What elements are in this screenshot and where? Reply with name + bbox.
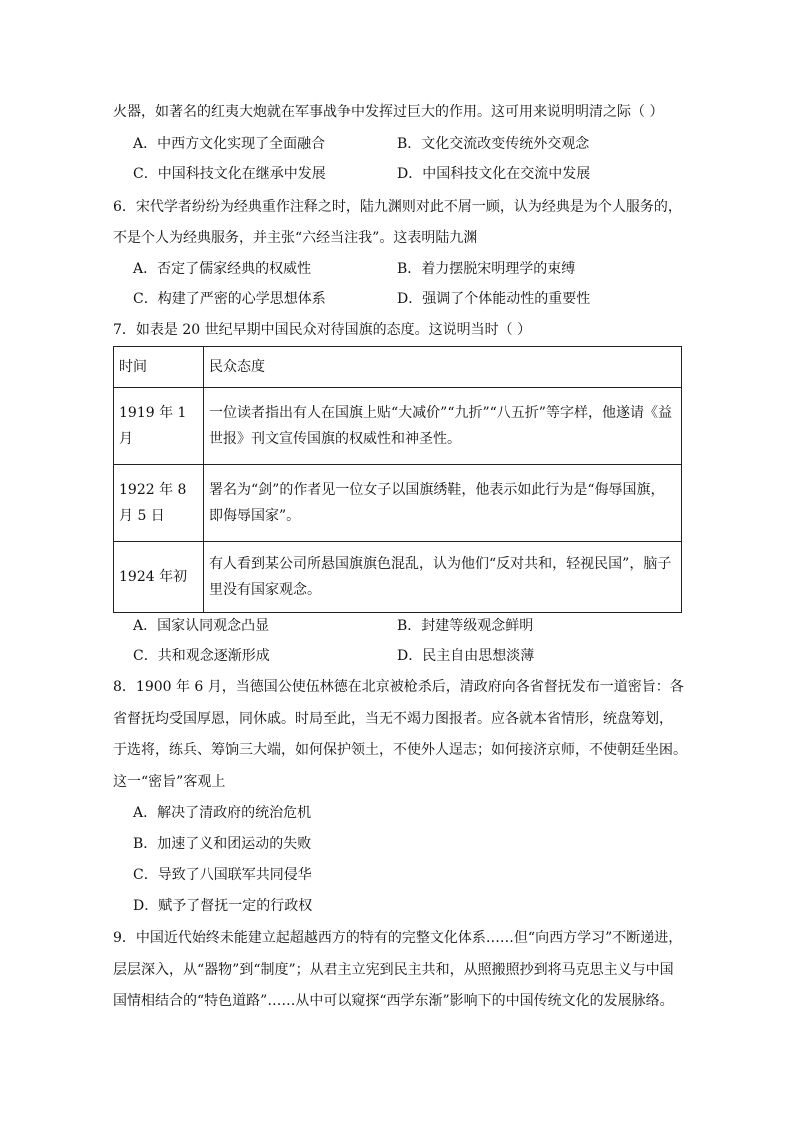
q6-option-d: D．强调了个体能动性的重要性 [397, 291, 591, 307]
table-cell-time: 1924 年初 [114, 542, 204, 613]
q6-option-a: A．否定了儒家经典的权威性 [133, 261, 312, 277]
table-cell-time: 1922 年 8 月 5 日 [114, 465, 204, 542]
q8-option-a: A．解决了清政府的统治危机 [133, 805, 312, 821]
q5-option-c: C．中国科技文化在继承中发展 [133, 166, 326, 182]
table-row [114, 388, 682, 465]
q8-option-b: B．加速了义和团运动的失败 [133, 836, 312, 852]
q7-option-d: D．民主自由思想淡薄 [397, 648, 535, 664]
q8-stem-line-2: 省督抚均受国厚恩，同休戚。时局至此，当无不竭力图报者。应各就本省情形，统盘筹划， [113, 711, 673, 727]
q7-table [113, 346, 682, 613]
q9-stem-line-1: 9．中国近代始终未能建立起超越西方的特有的完整文化体系……但“向西方学习”不断递进， [113, 930, 683, 946]
q7-option-b: B．封建等级观念鲜明 [397, 618, 534, 634]
table-cell-time: 1919 年 1 月 [114, 388, 204, 465]
q8-stem-line-3: 于选将，练兵、筹饷三大端，如何保护领土，不使外人逞志；如何接济京师，不使朝廷坐困。 [113, 742, 687, 758]
q8-option-c: C．导致了八国联军共同侵华 [133, 867, 312, 883]
q9-stem-line-3: 国情相结合的“特色道路”……从中可以窥探“西学东渐”影响下的中国传统文化的发展脉络。 [113, 993, 674, 1009]
q7-option-a: A．国家认同观念凸显 [133, 618, 270, 634]
q5-option-a: A．中西方文化实现了全面融合 [133, 136, 326, 152]
q6-option-c: C．构建了严密的心学思想体系 [133, 291, 326, 307]
table-header-time: 时间 [114, 347, 204, 388]
q6-stem-line-1: 6．宋代学者纷纷为经典重作注释之时，陆九渊则对此不屑一顾，认为经典是为个人服务的， [113, 199, 682, 215]
q8-stem-line-4: 这一“密旨”客观上 [113, 774, 226, 790]
table-row [114, 465, 682, 542]
q5-option-b: B．文化交流改变传统外交观念 [397, 136, 590, 152]
q6-stem-line-2: 不是个人为经典服务，并主张“六经当注我”。这表明陆九渊 [113, 230, 478, 246]
q8-stem-line-1: 8．1900 年 6 月，当德国公使伍林德在北京被枪杀后，清政府向各省督抚发布一道密旨：各 [113, 679, 684, 695]
table-row [114, 542, 682, 613]
q5-stem-tail: 火器，如著名的红夷大炮就在军事战争中发挥过巨大的作用。这可用来说明明清之际（ ） [113, 104, 664, 120]
q6-option-b: B．着力摆脱宋明理学的束缚 [397, 261, 576, 277]
table-cell-attitude: 有人看到某公司所悬国旗旗色混乱，认为他们“反对共和，轻视民国”，脑子里没有国家观念。 [204, 542, 682, 613]
table-header-row [114, 347, 682, 388]
q7-option-c: C．共和观念逐渐形成 [133, 648, 270, 664]
table-cell-attitude: 署名为“剑”的作者见一位女子以国旗绣鞋，他表示如此行为是“侮辱国旗，即侮辱国家”。 [204, 465, 682, 542]
q9-stem-line-2: 层层深入，从“器物”到“制度”；从君主立宪到民主共和，从照搬照抄到将马克思主义与中国 [113, 962, 674, 978]
table-header-attitude: 民众态度 [204, 347, 682, 388]
q8-option-d: D．赋予了督抚一定的行政权 [133, 898, 313, 914]
q5-option-d: D．中国科技文化在交流中发展 [397, 166, 591, 182]
q7-stem: 7．如表是 20 世纪早期中国民众对待国旗的态度。这说明当时（ ） [113, 322, 532, 338]
table-cell-attitude: 一位读者指出有人在国旗上贴“大减价”“九折”“八五折”等字样，他遂请《益世报》刊文宣传国旗的权威性和神圣性。 [204, 388, 682, 465]
